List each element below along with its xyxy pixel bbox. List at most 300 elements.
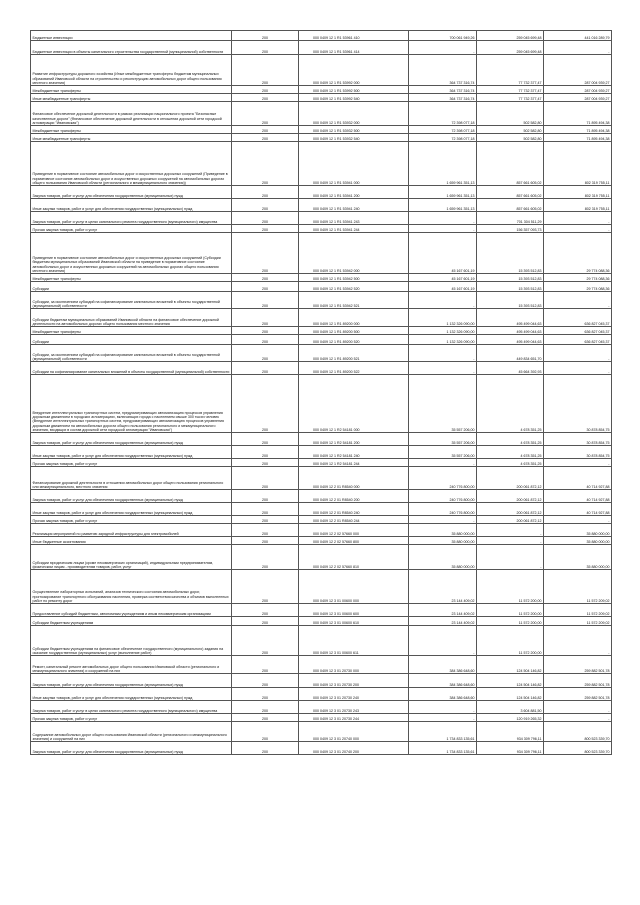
row-approved-amount-cell: 1 132 326 090,00 [409,309,477,327]
row-executed-amount-cell: 4 678 351,25 [477,459,544,467]
table-row [31,714,612,722]
row-code-cell: 200 [232,335,299,345]
table-row [31,186,612,199]
row-name-cell: Иные межбюджетные трансферты [31,94,232,102]
row-classification-code-cell: 000 0409 12 3 01 00600 600 [299,604,409,617]
row-code-cell: 200 [232,701,299,714]
row-executed-amount-cell: 15 393 512,83 [477,274,544,282]
row-name-cell: Ремонт, капитальный ремонт автомобильных дорог общего пользования Ивановской области (регионального и межмуниципального значения) и сооружений на них [31,656,232,674]
row-name-cell: Субсидии [31,335,232,345]
row-executed-amount-cell: 502 582,80 [477,102,544,126]
row-name-cell: Межбюджетные трансферты [31,327,232,335]
row-name-cell: Финансирование дорожной деятельности в отношении автомобильных дорог общего пользования регионального или межмуниципального, местного значения [31,467,232,490]
row-unexecuted-amount-cell: 40 714 927,88 [544,467,612,490]
row-classification-code-cell: 000 0409 12 1 R1 53941 200 [299,186,409,199]
row-approved-amount-cell: 23 144 409,02 [409,617,477,626]
row-executed-amount-cell: 857 661 605,02 [477,142,544,186]
row-code-cell: 200 [232,446,299,459]
row-name-cell: Иные закупки товаров, работ и услуг для обеспечения государственных (муниципальных) нужд [31,199,232,212]
row-code-cell: 200 [232,503,299,516]
table-row [31,31,612,41]
row-classification-code-cell: 000 0409 12 2 02 57660 810 [299,545,409,570]
row-classification-code-cell: 000 0409 12 2 01 R8540 200 [299,490,409,503]
row-name-cell: Закупка товаров, работ и услуг для обеспечения государственных (муниципальных) нужд [31,674,232,688]
table-row [31,688,612,701]
row-unexecuted-amount-cell: 802 319 755,11 [544,199,612,212]
row-code-cell: 200 [232,674,299,688]
table-row [31,327,612,335]
row-unexecuted-amount-cell: 636 827 045,37 [544,327,612,335]
row-executed-amount-cell: 15 393 512,83 [477,292,544,309]
row-classification-code-cell: 000 0409 12 1 R1 89200 000 [299,309,409,327]
row-code-cell: 200 [232,102,299,126]
row-approved-amount-cell: 23 144 409,02 [409,604,477,617]
row-approved-amount-cell: 1 659 961 351,13 [409,142,477,186]
row-code-cell: 200 [232,433,299,446]
row-unexecuted-amount-cell: - [544,225,612,233]
row-unexecuted-amount-cell: 259 882 501,78 [544,674,612,688]
row-name-cell: Реализация мероприятий по развитию зарядной инфраструктуры для электромобилей [31,524,232,537]
row-classification-code-cell: 000 0409 12 1 R1 53942 520 [299,282,409,292]
row-unexecuted-amount-cell: 802 319 755,11 [544,186,612,199]
table-row [31,617,612,626]
row-unexecuted-amount-cell: 40 714 927,88 [544,490,612,503]
row-approved-amount-cell: - [409,362,477,375]
table-row [31,134,612,142]
row-approved-amount-cell: 364 737 316,74 [409,55,477,86]
row-classification-code-cell: 000 0409 12 3 01 00600 611 [299,626,409,656]
row-executed-amount-cell: 200 061 872,12 [477,516,544,524]
row-name-cell: Прочая закупка товаров, работ и услуг [31,714,232,722]
row-unexecuted-amount-cell: - [544,362,612,375]
row-code-cell: 200 [232,134,299,142]
row-approved-amount-cell: 35 557 206,00 [409,375,477,433]
row-code-cell: 200 [232,742,299,755]
row-classification-code-cell: 000 0409 12 2 01 R8540 000 [299,467,409,490]
row-code-cell: 200 [232,31,299,41]
table-row [31,375,612,433]
row-approved-amount-cell: - [409,292,477,309]
table-row [31,459,612,467]
table-row [31,199,612,212]
row-executed-amount-cell: 15 393 512,83 [477,233,544,274]
row-executed-amount-cell: 15 393 512,83 [477,282,544,292]
table-row [31,292,612,309]
row-code-cell: 200 [232,604,299,617]
row-code-cell: 200 [232,345,299,362]
row-executed-amount-cell: 502 582,80 [477,126,544,134]
row-classification-code-cell: 000 0409 12 3 01 20730 200 [299,674,409,688]
row-executed-amount-cell: 11 572 200,00 [477,626,544,656]
row-approved-amount-cell: 35 557 206,00 [409,446,477,459]
row-executed-amount-cell: 77 732 377,47 [477,86,544,94]
row-executed-amount-cell: 934 309 796,11 [477,742,544,755]
row-code-cell: 200 [232,459,299,467]
row-approved-amount-cell: - [409,225,477,233]
row-code-cell: 200 [232,225,299,233]
table-row [31,142,612,186]
row-unexecuted-amount-cell: 30 878 854,75 [544,375,612,433]
row-name-cell: Прочая закупка товаров, работ и услуг [31,459,232,467]
row-unexecuted-amount-cell: - [544,516,612,524]
table-row [31,433,612,446]
row-code-cell: 200 [232,626,299,656]
row-approved-amount-cell: 45 167 601,19 [409,282,477,292]
row-unexecuted-amount-cell: 29 774 088,36 [544,233,612,274]
row-approved-amount-cell: 384 386 648,60 [409,674,477,688]
row-executed-amount-cell: 200 061 872,12 [477,503,544,516]
row-name-cell: Предоставление субсидий бюджетным, автономным учреждениям и иным некоммерческим организациям [31,604,232,617]
row-classification-code-cell: 000 0409 12 1 R1 53992 540 [299,94,409,102]
row-executed-amount-cell: 11 572 200,00 [477,570,544,604]
row-name-cell: Осуществление лабораторных испытаний, анализов технического состояния автомобильных дорог, прогнозирование транспортного обслуживания населения, проверка соответствия качества и объемов выполненных работ по ремонту дорог [31,570,232,604]
row-unexecuted-amount-cell: 441 016 289,79 [544,31,612,41]
row-approved-amount-cell: 45 167 601,19 [409,274,477,282]
table-row [31,742,612,755]
row-executed-amount-cell: 200 061 872,12 [477,490,544,503]
row-approved-amount-cell: 240 776 800,00 [409,490,477,503]
table-row [31,335,612,345]
table-row [31,537,612,545]
row-approved-amount-cell: 45 167 601,19 [409,233,477,274]
row-unexecuted-amount-cell: 800 523 339,70 [544,742,612,755]
row-approved-amount-cell: 384 386 648,60 [409,688,477,701]
row-name-cell: Субсидии, за исключением субсидий на софинансирование капитальных вложений в объекты государственной (муниципальной) собственности [31,292,232,309]
row-code-cell: 200 [232,516,299,524]
row-classification-code-cell: 000 0409 12 2 01 R8540 240 [299,503,409,516]
row-executed-amount-cell: 4 678 351,25 [477,433,544,446]
row-code-cell: 200 [232,212,299,225]
row-executed-amount-cell: - [477,545,544,570]
table-row [31,86,612,94]
row-code-cell: 200 [232,142,299,186]
row-name-cell: Содержание автомобильных дорог общего пользования Ивановской области (регионального и межмуниципального значения) и сооружений на них [31,722,232,742]
row-executed-amount-cell: 11 572 200,00 [477,604,544,617]
row-code-cell: 200 [232,656,299,674]
row-unexecuted-amount-cell: 11 572 209,02 [544,570,612,604]
row-unexecuted-amount-cell: 30 878 854,75 [544,446,612,459]
row-code-cell: 200 [232,55,299,86]
row-name-cell: Межбюджетные трансферты [31,86,232,94]
row-unexecuted-amount-cell: 40 714 927,88 [544,503,612,516]
row-classification-code-cell: 000 0409 12 2 02 57660 000 [299,524,409,537]
row-approved-amount-cell: 72 398 077,18 [409,134,477,142]
row-code-cell: 200 [232,362,299,375]
row-code-cell: 200 [232,94,299,102]
row-name-cell: Бюджетные инвестиции в объекты капитального строительства государственной (муниципальной) собственности [31,41,232,55]
row-name-cell: Субсидии [31,282,232,292]
row-classification-code-cell: 000 0409 12 1 R2 54181 240 [299,446,409,459]
row-name-cell: Субсидии на софинансирование капитальных вложений в объекты государственной (муниципальной) собственности [31,362,232,375]
row-name-cell: Иные закупки товаров, работ и услуг для обеспечения государственных (муниципальных) нужд [31,503,232,516]
row-approved-amount-cell: 364 737 316,74 [409,86,477,94]
row-code-cell: 200 [232,537,299,545]
row-name-cell: Закупка товаров, работ и услуг для обеспечения государственных (муниципальных) нужд [31,186,232,199]
row-approved-amount-cell: 35 880 000,00 [409,545,477,570]
row-approved-amount-cell: - [409,626,477,656]
row-code-cell: 200 [232,274,299,282]
row-executed-amount-cell: 934 309 796,11 [477,722,544,742]
row-approved-amount-cell: - [409,701,477,714]
table-row [31,626,612,656]
row-executed-amount-cell: 124 504 146,82 [477,656,544,674]
row-approved-amount-cell: 1 734 833 135,61 [409,742,477,755]
row-name-cell: Приведение в нормативное состояние автомобильных дорог и искусственных дорожных сооружений (Субсидии бюджетам муниципальных образований Ивановской области на приведение в нормативное состояние автомобильных дорог и искусственных дорожных сооружений на автомобильных дорогах общего пользования местного значения) [31,233,232,274]
row-approved-amount-cell: 1 659 961 351,13 [409,186,477,199]
row-name-cell: Прочая закупка товаров, работ и услуг [31,225,232,233]
row-approved-amount-cell: 240 776 800,00 [409,503,477,516]
row-name-cell: Межбюджетные трансферты [31,274,232,282]
row-executed-amount-cell: 857 661 605,02 [477,186,544,199]
row-executed-amount-cell: 120 919 265,32 [477,714,544,722]
row-classification-code-cell: 000 0409 12 1 R1 53941 244 [299,225,409,233]
row-executed-amount-cell: 495 499 044,63 [477,335,544,345]
row-executed-amount-cell: - [477,524,544,537]
row-classification-code-cell: 000 0409 12 1 R1 53942 000 [299,233,409,274]
row-unexecuted-amount-cell: 30 878 854,75 [544,433,612,446]
row-classification-code-cell: 000 0409 12 1 R1 53932 540 [299,134,409,142]
table-row [31,102,612,126]
row-classification-code-cell: 000 0409 12 3 01 20730 244 [299,714,409,722]
row-unexecuted-amount-cell: - [544,701,612,714]
row-name-cell: Иные закупки товаров, работ и услуг для обеспечения государственных (муниципальных) нужд [31,688,232,701]
row-code-cell: 200 [232,467,299,490]
row-unexecuted-amount-cell: 259 882 501,78 [544,656,612,674]
table-row [31,41,612,55]
row-executed-amount-cell: 3 604 881,50 [477,701,544,714]
table-row [31,225,612,233]
row-name-cell: Субсидии юридическим лицам (кроме некоммерческих организаций), индивидуальным предпринимателям, физическим лицам - производителям товаров, работ, услуг [31,545,232,570]
table-row [31,345,612,362]
row-approved-amount-cell: 384 386 648,60 [409,656,477,674]
row-approved-amount-cell: - [409,212,477,225]
table-body [31,31,612,755]
row-unexecuted-amount-cell: - [544,626,612,656]
row-unexecuted-amount-cell: 29 774 088,36 [544,282,612,292]
row-name-cell: Субсидии бюджетным учреждениям на финансовое обеспечение государственного (муниципального) задания на оказание государственных (муниципальных) услуг (выполнение работ) [31,626,232,656]
row-classification-code-cell: 000 0409 12 1 R1 53941 240 [299,199,409,212]
row-executed-amount-cell: 502 582,80 [477,134,544,142]
row-approved-amount-cell: 35 880 000,00 [409,524,477,537]
row-unexecuted-amount-cell: 11 572 209,02 [544,604,612,617]
row-unexecuted-amount-cell: - [544,714,612,722]
table-row [31,233,612,274]
row-name-cell: Закупка товаров, работ и услуг в целях капитального ремонта государственного (муниципального) имущества [31,212,232,225]
row-code-cell: 200 [232,490,299,503]
row-classification-code-cell: 000 0409 12 1 R1 89200 521 [299,345,409,362]
row-executed-amount-cell: - [477,537,544,545]
row-approved-amount-cell: 35 880 000,00 [409,537,477,545]
row-unexecuted-amount-cell: 35 880 000,00 [544,537,612,545]
table-row [31,674,612,688]
table-row [31,309,612,327]
row-unexecuted-amount-cell: 287 004 939,27 [544,94,612,102]
row-code-cell: 200 [232,524,299,537]
row-executed-amount-cell: 449 834 651,70 [477,345,544,362]
row-unexecuted-amount-cell: 287 004 939,27 [544,86,612,94]
row-classification-code-cell: 000 0409 12 1 R1 53941 000 [299,142,409,186]
row-unexecuted-amount-cell: 800 523 339,70 [544,722,612,742]
row-approved-amount-cell: 364 737 316,74 [409,94,477,102]
row-code-cell: 200 [232,41,299,55]
row-unexecuted-amount-cell: 636 827 045,37 [544,335,612,345]
table-row [31,524,612,537]
table-row [31,282,612,292]
row-executed-amount-cell: 124 504 146,82 [477,688,544,701]
row-name-cell: Развитие инфраструктуры дорожного хозяйства (Иные межбюджетные трансферты бюджетам муниципальных образований Ивановской области на строительство и реконструкцию автомобильных дорог общего пользования местного значения) [31,55,232,86]
row-approved-amount-cell: - [409,345,477,362]
table-row [31,656,612,674]
row-code-cell: 200 [232,309,299,327]
row-classification-code-cell: 000 0409 12 3 01 20740 200 [299,742,409,755]
table-row [31,516,612,524]
table-row [31,701,612,714]
row-name-cell: Приведение в нормативное состояние автомобильных дорог и искусственных дорожных сооружений (Приведение в нормативное состояние автомобильных дорог и искусственных дорожных сооружений на автомобильных дорогах общего пользования Ивановской области (регионального и межмуниципального значения)) [31,142,232,186]
budget-execution-table [30,30,612,755]
row-classification-code-cell: 000 0409 12 1 R1 89200 500 [299,327,409,335]
row-approved-amount-cell: 72 398 077,18 [409,102,477,126]
table-row [31,274,612,282]
row-classification-code-cell: 000 0409 12 2 02 57660 800 [299,537,409,545]
row-classification-code-cell: 000 0409 12 1 R1 89200 520 [299,335,409,345]
row-classification-code-cell: 000 0409 12 3 01 20730 243 [299,701,409,714]
row-classification-code-cell: 000 0409 12 1 R2 54181 244 [299,459,409,467]
row-unexecuted-amount-cell: 71 895 494,38 [544,134,612,142]
table-row [31,212,612,225]
row-classification-code-cell: 000 0409 12 1 R1 53961 414 [299,41,409,55]
table-row [31,722,612,742]
row-approved-amount-cell: 1 734 833 135,61 [409,722,477,742]
row-approved-amount-cell: 700 061 949,26 [409,31,477,41]
row-code-cell: 200 [232,199,299,212]
row-classification-code-cell: 000 0409 12 1 R1 53942 521 [299,292,409,309]
row-unexecuted-amount-cell: 636 827 045,37 [544,309,612,327]
row-code-cell: 200 [232,233,299,274]
row-code-cell: 200 [232,186,299,199]
table-row [31,490,612,503]
row-name-cell: Финансовое обеспечение дорожной деятельности в рамках реализации национального проекта "Безопасные качественные дороги" (Финансовое обеспечение дорожной деятельности в отношении дорожной сети городской агломерации "Ивановская") [31,102,232,126]
row-executed-amount-cell: 200 061 872,12 [477,467,544,490]
row-code-cell: 200 [232,327,299,335]
row-name-cell: Иные межбюджетные трансферты [31,134,232,142]
row-executed-amount-cell: 259 045 699,48 [477,41,544,55]
row-classification-code-cell: 000 0409 12 3 01 20730 000 [299,656,409,674]
row-unexecuted-amount-cell: 35 880 000,00 [544,545,612,570]
table-row [31,467,612,490]
row-classification-code-cell: 000 0409 12 1 R1 53992 500 [299,86,409,94]
row-classification-code-cell: 000 0409 12 1 R1 53992 000 [299,55,409,86]
row-approved-amount-cell: - [409,714,477,722]
table-row [31,545,612,570]
row-approved-amount-cell: 240 776 800,00 [409,467,477,490]
table-row [31,362,612,375]
row-classification-code-cell: 000 0409 12 1 R1 53941 243 [299,212,409,225]
table-row [31,604,612,617]
row-executed-amount-cell: 45 664 392,93 [477,362,544,375]
row-code-cell: 200 [232,722,299,742]
row-code-cell: 200 [232,714,299,722]
row-name-cell: Закупка товаров, работ и услуг для обеспечения государственных (муниципальных) нужд [31,433,232,446]
row-unexecuted-amount-cell: 29 774 088,36 [544,274,612,282]
row-classification-code-cell: 000 0409 12 3 01 20730 240 [299,688,409,701]
row-classification-code-cell: 000 0409 12 3 01 00600 000 [299,570,409,604]
row-name-cell: Прочая закупка товаров, работ и услуг [31,516,232,524]
row-executed-amount-cell: 701 304 511,29 [477,212,544,225]
row-executed-amount-cell: 124 504 146,82 [477,674,544,688]
row-unexecuted-amount-cell: 11 572 209,02 [544,617,612,626]
table-row [31,570,612,604]
row-classification-code-cell: 000 0409 12 1 R2 54181 200 [299,433,409,446]
row-code-cell: 200 [232,126,299,134]
row-executed-amount-cell: 77 732 377,47 [477,94,544,102]
row-approved-amount-cell: - [409,516,477,524]
row-executed-amount-cell: 156 357 093,73 [477,225,544,233]
table-row [31,446,612,459]
row-classification-code-cell: 000 0409 12 3 01 20740 000 [299,722,409,742]
row-name-cell: Иные бюджетные ассигнования [31,537,232,545]
row-classification-code-cell: 000 0409 12 1 R1 53961 410 [299,31,409,41]
row-executed-amount-cell: 857 661 605,02 [477,199,544,212]
row-executed-amount-cell: 77 732 377,47 [477,55,544,86]
row-unexecuted-amount-cell: - [544,345,612,362]
row-unexecuted-amount-cell: - [544,292,612,309]
row-unexecuted-amount-cell: 35 880 000,00 [544,524,612,537]
table-row [31,126,612,134]
row-name-cell: Закупка товаров, работ и услуг для обеспечения государственных (муниципальных) нужд [31,490,232,503]
table-row [31,94,612,102]
row-name-cell: Иные закупки товаров, работ и услуг для обеспечения государственных (муниципальных) нужд [31,446,232,459]
row-unexecuted-amount-cell: 71 895 494,38 [544,126,612,134]
row-name-cell: Закупка товаров, работ и услуг в целях капитального ремонта государственного (муниципального) имущества [31,701,232,714]
row-executed-amount-cell: 11 572 200,00 [477,617,544,626]
row-executed-amount-cell: 495 499 044,63 [477,327,544,335]
row-name-cell: Субсидии, за исключением субсидий на софинансирование капитальных вложений в объекты государственной (муниципальной) собственности [31,345,232,362]
row-unexecuted-amount-cell: 287 004 939,27 [544,55,612,86]
row-approved-amount-cell: 35 557 206,00 [409,433,477,446]
row-code-cell: 200 [232,375,299,433]
row-approved-amount-cell: 1 659 961 351,13 [409,199,477,212]
row-unexecuted-amount-cell: 802 319 755,11 [544,142,612,186]
row-code-cell: 200 [232,282,299,292]
row-name-cell: Закупка товаров, работ и услуг для обеспечения государственных (муниципальных) нужд [31,742,232,755]
row-approved-amount-cell: 23 144 409,02 [409,570,477,604]
table-row [31,503,612,516]
row-classification-code-cell: 000 0409 12 1 R1 89200 522 [299,362,409,375]
row-executed-amount-cell: 4 678 351,25 [477,446,544,459]
row-name-cell: Межбюджетные трансферты [31,126,232,134]
row-classification-code-cell: 000 0409 12 1 R1 53932 000 [299,102,409,126]
row-name-cell: Субсидии бюджетам муниципальных образований Ивановской области на финансовое обеспечение дорожной деятельности на автомобильных дорогах общего пользования местного значения [31,309,232,327]
row-name-cell: Внедрение интеллектуальных транспортных систем, предусматривающих автоматизацию процессов управления дорожным движением в городских агломерациях, включающих города с населением свыше 300 тысяч человек (Внедрение интеллектуальных транспортных систем, предусматривающих автоматизацию процессов управления дорожным движением на автомобильных дорогах общего пользования регионального и межмуниципального значения, входящих в состав дорожной сети городской агломерации "Ивановская") [31,375,232,433]
row-unexecuted-amount-cell: 71 895 494,38 [544,102,612,126]
row-code-cell: 200 [232,570,299,604]
row-classification-code-cell: 000 0409 12 1 R2 54181 000 [299,375,409,433]
row-executed-amount-cell: 4 678 351,25 [477,375,544,433]
row-unexecuted-amount-cell: 259 882 501,78 [544,688,612,701]
row-classification-code-cell: 000 0409 12 3 01 00600 610 [299,617,409,626]
row-approved-amount-cell: 1 132 326 090,00 [409,335,477,345]
row-classification-code-cell: 000 0409 12 1 R1 53932 500 [299,126,409,134]
row-unexecuted-amount-cell: - [544,41,612,55]
row-unexecuted-amount-cell: - [544,459,612,467]
budget-report-page [30,30,611,755]
row-approved-amount-cell: - [409,41,477,55]
row-executed-amount-cell: 259 045 699,48 [477,31,544,41]
row-classification-code-cell: 000 0409 12 1 R1 53942 500 [299,274,409,282]
row-code-cell: 200 [232,292,299,309]
row-approved-amount-cell: - [409,459,477,467]
row-name-cell: Субсидии бюджетным учреждениям [31,617,232,626]
